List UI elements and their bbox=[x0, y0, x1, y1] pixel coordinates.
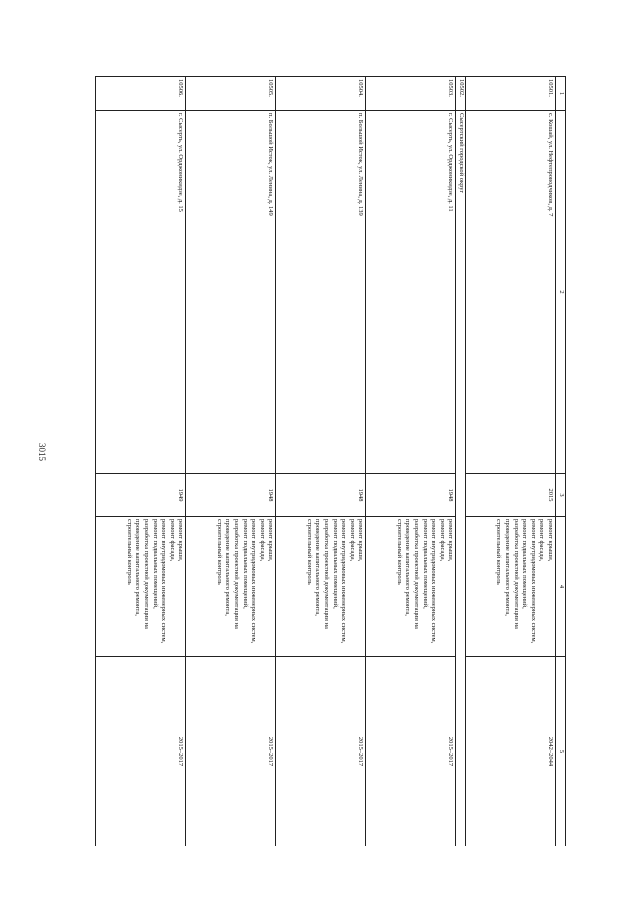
work-item: разработка проектной документации на bbox=[323, 519, 331, 629]
header-cell-2: 2 bbox=[556, 111, 566, 474]
rotated-table-frame bbox=[86, 76, 566, 846]
header-cell-3: 3 bbox=[556, 474, 566, 517]
region-row bbox=[456, 77, 466, 847]
work-item: ремонт внутридомовых инженерных систем, bbox=[160, 519, 168, 644]
work-item: ремонт фасада, bbox=[348, 519, 356, 562]
year-cell: 1948 bbox=[276, 474, 366, 517]
row-number: 10504. bbox=[276, 77, 366, 111]
year-cell: 1949 bbox=[96, 474, 186, 517]
header-cell-1: 1 bbox=[556, 77, 566, 111]
row-number: 10506. bbox=[96, 77, 186, 111]
work-item: ремонт внутридомовых инженерных систем, bbox=[340, 519, 348, 644]
work-item: строительный контроль bbox=[125, 519, 133, 585]
header-row bbox=[556, 77, 566, 847]
table-row bbox=[366, 77, 456, 847]
table-row bbox=[96, 77, 186, 847]
work-item: ремонт подвальных помещений, bbox=[421, 519, 429, 609]
work-item: ремонт крыши, bbox=[447, 519, 455, 562]
work-item: ремонт крыши, bbox=[547, 519, 554, 562]
work-item: ремонт подвальных помещений, bbox=[521, 519, 529, 609]
work-item: разработка проектной документации на bbox=[512, 519, 520, 629]
work-item: ремонт подвальных помещений, bbox=[331, 519, 339, 609]
address-cell: г. Сысерть, ул. Орджоникидзе, д. 15 bbox=[96, 111, 186, 474]
work-item: ремонт крыши, bbox=[357, 519, 365, 562]
work-item: ремонт фасада, bbox=[538, 519, 546, 562]
work-item: строительный контроль bbox=[495, 519, 503, 585]
work-item: ремонт крыши, bbox=[267, 519, 275, 562]
works-cell bbox=[186, 517, 276, 657]
work-item: проведение капитального ремонта, bbox=[314, 519, 322, 616]
table-row bbox=[276, 77, 366, 847]
period-cell: 2015–2017 bbox=[366, 657, 456, 847]
row-number: 10503. bbox=[366, 77, 456, 111]
work-item: ремонт фасада, bbox=[168, 519, 176, 562]
works-cell bbox=[366, 517, 456, 657]
period-cell: 2015–2017 bbox=[276, 657, 366, 847]
table-row bbox=[466, 77, 556, 847]
table-row bbox=[186, 77, 276, 847]
year-cell: 1948 bbox=[186, 474, 276, 517]
rotated-table-container bbox=[86, 76, 566, 846]
works-cell bbox=[96, 517, 186, 657]
row-number: 10505. bbox=[186, 77, 276, 111]
works-cell bbox=[276, 517, 366, 657]
region-name: Сысертский городской округ bbox=[456, 111, 466, 847]
address-cell: с. Кошай, ул. Нефтепроводчиков, д. 7 bbox=[466, 111, 556, 474]
work-item: ремонт внутридомовых инженерных систем, bbox=[529, 519, 537, 644]
work-item: ремонт фасада, bbox=[438, 519, 446, 562]
year-cell: 1948 bbox=[366, 474, 456, 517]
work-item: разработка проектной документации на bbox=[413, 519, 421, 629]
address-cell: г. Сысерть, ул. Орджоникидзе, д. 11 bbox=[366, 111, 456, 474]
work-item: строительный контроль bbox=[215, 519, 223, 585]
repair-schedule-table bbox=[95, 76, 566, 846]
page-number: 3015 bbox=[37, 443, 47, 461]
work-item: проведение капитального ремонта, bbox=[504, 519, 512, 616]
work-item: строительный контроль bbox=[305, 519, 313, 585]
work-item: ремонт внутридомовых инженерных систем, bbox=[250, 519, 258, 644]
period-cell: 2015–2017 bbox=[186, 657, 276, 847]
work-item: ремонт фасада, bbox=[258, 519, 266, 562]
work-item: разработка проектной документации на bbox=[233, 519, 241, 629]
work-item: проведение капитального ремонта, bbox=[134, 519, 142, 616]
work-item: ремонт внутридомовых инженерных систем, bbox=[430, 519, 438, 644]
work-item: разработка проектной документации на bbox=[143, 519, 151, 629]
year-cell: 2015 bbox=[466, 474, 556, 517]
work-item: ремонт подвальных помещений, bbox=[241, 519, 249, 609]
work-item: строительный контроль bbox=[395, 519, 403, 585]
address-cell: п. Большой Исток, ул. Ленина, д. 149 bbox=[186, 111, 276, 474]
header-cell-5: 5 bbox=[556, 657, 566, 847]
period-cell: 2042–2044 bbox=[466, 657, 556, 847]
works-cell bbox=[466, 517, 556, 657]
header-cell-4: 4 bbox=[556, 517, 566, 657]
address-cell: п. Большой Исток, ул. Ленина, д. 139 bbox=[276, 111, 366, 474]
work-item: проведение капитального ремонта, bbox=[224, 519, 232, 616]
table-body bbox=[96, 77, 566, 847]
row-number: 10501. bbox=[466, 77, 556, 111]
row-number: 10502. bbox=[456, 77, 466, 111]
work-item: ремонт крыши, bbox=[177, 519, 185, 562]
work-item: ремонт подвальных помещений, bbox=[151, 519, 159, 609]
work-item: проведение капитального ремонта, bbox=[404, 519, 412, 616]
period-cell: 2015–2017 bbox=[96, 657, 186, 847]
